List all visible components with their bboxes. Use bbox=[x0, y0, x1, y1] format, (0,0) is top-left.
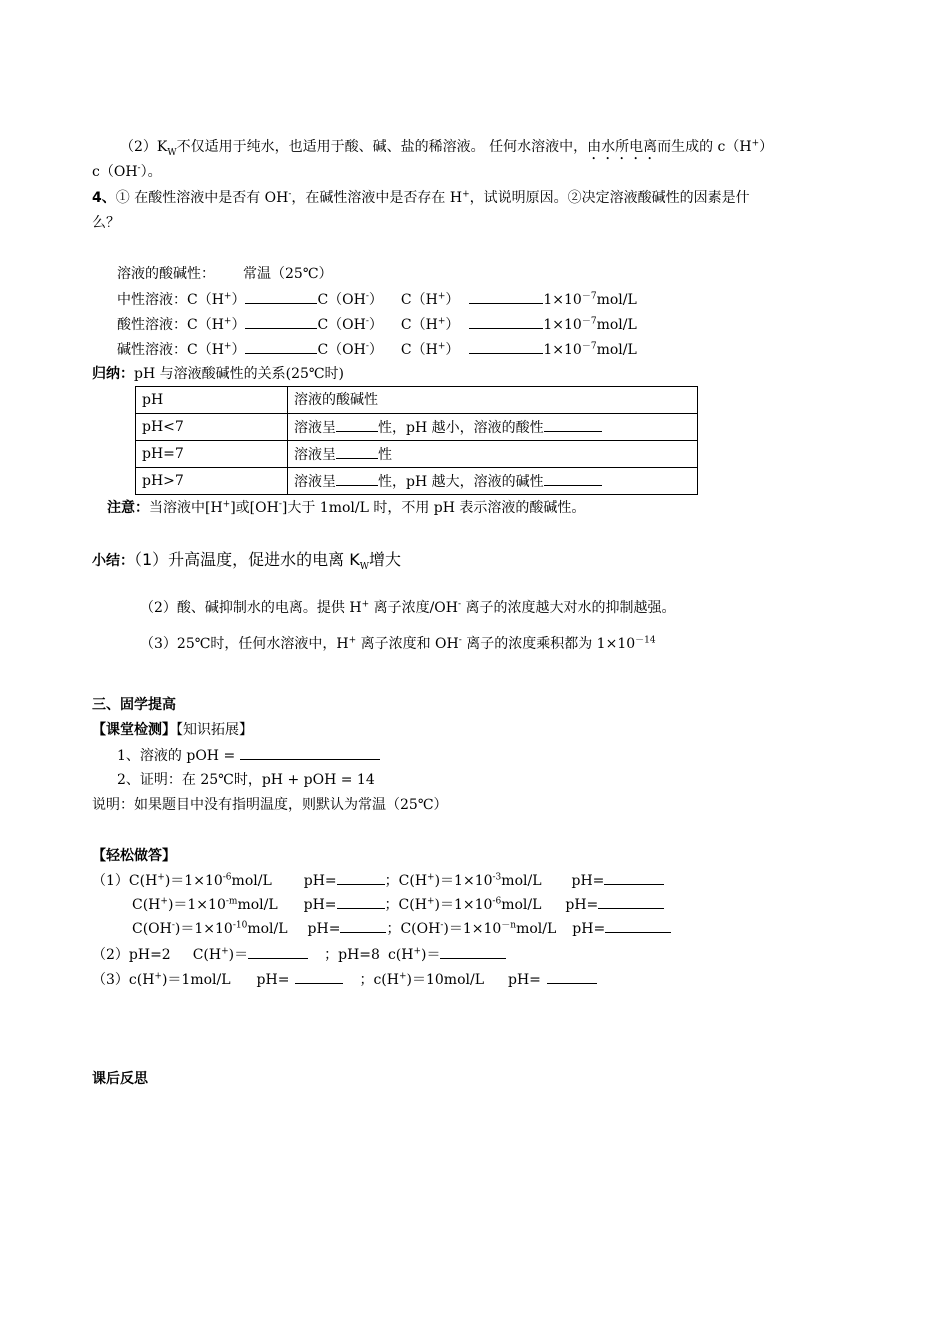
answer-blank[interactable] bbox=[245, 339, 317, 354]
table-header-ph: pH bbox=[136, 387, 288, 414]
section-3-item-1: 1、溶液的 pOH = bbox=[117, 745, 380, 766]
answer-blank[interactable] bbox=[248, 944, 308, 959]
question-4-line2: 么？ bbox=[92, 215, 120, 231]
easy-line-2: （2）pH=2 C(H+)＝ ；pH=8 c(H+)＝ bbox=[92, 944, 506, 965]
answer-blank[interactable] bbox=[469, 289, 543, 304]
kw-note-line2: c（OH-）。 bbox=[92, 163, 162, 180]
answer-blank[interactable] bbox=[605, 918, 671, 933]
acidity-row-neutral: 中性溶液：C（H+） C（OH-） C（H+） $1\times 10^{-7}mol/L$ bbox=[117, 289, 637, 310]
acidity-row-basic: 碱性溶液：C（H+） C（OH-） C（H+） $1\times 10^{-7}mol/L$ bbox=[117, 339, 637, 360]
answer-blank[interactable] bbox=[340, 918, 386, 933]
easy-line-1b: $C(H^+)=1\times 10^{-m}mol/L$ pH= ；$C(H^+)=1\times 10^{-6}mol/L$ pH= bbox=[132, 894, 664, 915]
table-header-acidity: 溶液的酸碱性 bbox=[288, 387, 698, 414]
answer-blank[interactable] bbox=[469, 314, 543, 329]
table-row: pH>7 溶液呈 性，pH 越大，溶液的碱性 bbox=[136, 468, 698, 495]
answer-blank[interactable] bbox=[336, 471, 378, 486]
section-3-title: 三、固学提高 bbox=[92, 697, 176, 713]
section-3-note: 说明：如果题目中没有指明温度，则默认为常温（25℃） bbox=[92, 797, 448, 813]
table-row: pH<7 溶液呈 性，pH 越小，溶液的酸性 bbox=[136, 414, 698, 441]
answer-blank[interactable] bbox=[337, 894, 385, 909]
answer-blank[interactable] bbox=[598, 894, 664, 909]
answer-blank[interactable] bbox=[337, 870, 385, 885]
emphasized-text: 由水所电离 bbox=[587, 139, 658, 155]
answer-blank[interactable] bbox=[245, 289, 317, 304]
answer-blank[interactable] bbox=[547, 969, 597, 984]
answer-blank[interactable] bbox=[240, 745, 380, 760]
table-header-row bbox=[136, 387, 698, 414]
question-4-line1: 4、① 在酸性溶液中是否有 OH-，在碱性溶液中是否存在 H+，试说明原因。②决定溶液酸碱性的因素是什 bbox=[92, 189, 750, 206]
answer-blank[interactable] bbox=[544, 417, 602, 432]
conclusion-item-1: 小结：（1）升高温度，促进水的电离 $K_W$增大 bbox=[92, 550, 402, 572]
answer-blank[interactable] bbox=[295, 969, 343, 984]
ph-acidity-table bbox=[135, 386, 698, 495]
answer-blank[interactable] bbox=[469, 339, 543, 354]
easy-line-1: $(1)C(H^+)=1\times 10^{-6}mol/L$ pH= ；$C(H^+)=1\times 10^{-3}mol/L$ pH= bbox=[92, 870, 664, 891]
reflection-title: 课后反思 bbox=[92, 1071, 148, 1087]
conclusion-item-3: （3）25℃时，任何水溶液中，H+ 离子浓度和 OH- 离子的浓度乘积都为 $1\times 10^{-14}$ bbox=[140, 635, 656, 652]
answer-blank[interactable] bbox=[336, 417, 378, 432]
table-row: pH=7 溶液呈 性 bbox=[136, 441, 698, 468]
section-3-item-2: 2、证明：在 25℃时，pH + pOH = 14 bbox=[117, 772, 375, 788]
answer-blank[interactable] bbox=[245, 314, 317, 329]
kw-note-line1: $(2)K_W$不仅适用于纯水，也适用于酸、碱、盐的稀溶液。 任何水溶液中，由水所电离而生成的 c（H+） bbox=[120, 138, 774, 158]
answer-blank[interactable] bbox=[544, 471, 602, 486]
easy-line-1c: $C(OH^-)=1\times 10^{-10}mol/L$ pH= ；$C(OH^-)=1\times 10^{-n}mol/L$ pH= bbox=[132, 918, 671, 939]
answer-blank[interactable] bbox=[604, 870, 664, 885]
easy-line-3: （3）c(H+)＝1mol/L pH= ；c(H+)＝10mol/L pH= bbox=[92, 969, 597, 990]
section-3-brackets: 【课堂检测】【知识拓展】 bbox=[92, 722, 253, 738]
summary-caption: 归纳：pH 与溶液酸碱性的关系(25℃时) bbox=[92, 366, 345, 382]
answer-blank[interactable] bbox=[440, 944, 506, 959]
answer-blank[interactable] bbox=[336, 444, 378, 459]
conclusion-item-2: （2）酸、碱抑制水的电离。提供 H+ 离子浓度/OH- 离子的浓度越大对水的抑制越强。 bbox=[140, 599, 676, 616]
acidity-row-acidic: 酸性溶液：C（H+） C（OH-） C（H+） $1\times 10^{-7}mol/L$ bbox=[117, 314, 637, 335]
notice-line: 注意：当溶液中[H+]或[OH-]大于 1mol/L 时，不用 pH 表示溶液的酸碱性。 bbox=[107, 499, 586, 516]
acidity-header: 溶液的酸碱性： 常温（25℃） bbox=[117, 266, 333, 282]
easy-answers-title: 【轻松做答】 bbox=[92, 848, 176, 864]
